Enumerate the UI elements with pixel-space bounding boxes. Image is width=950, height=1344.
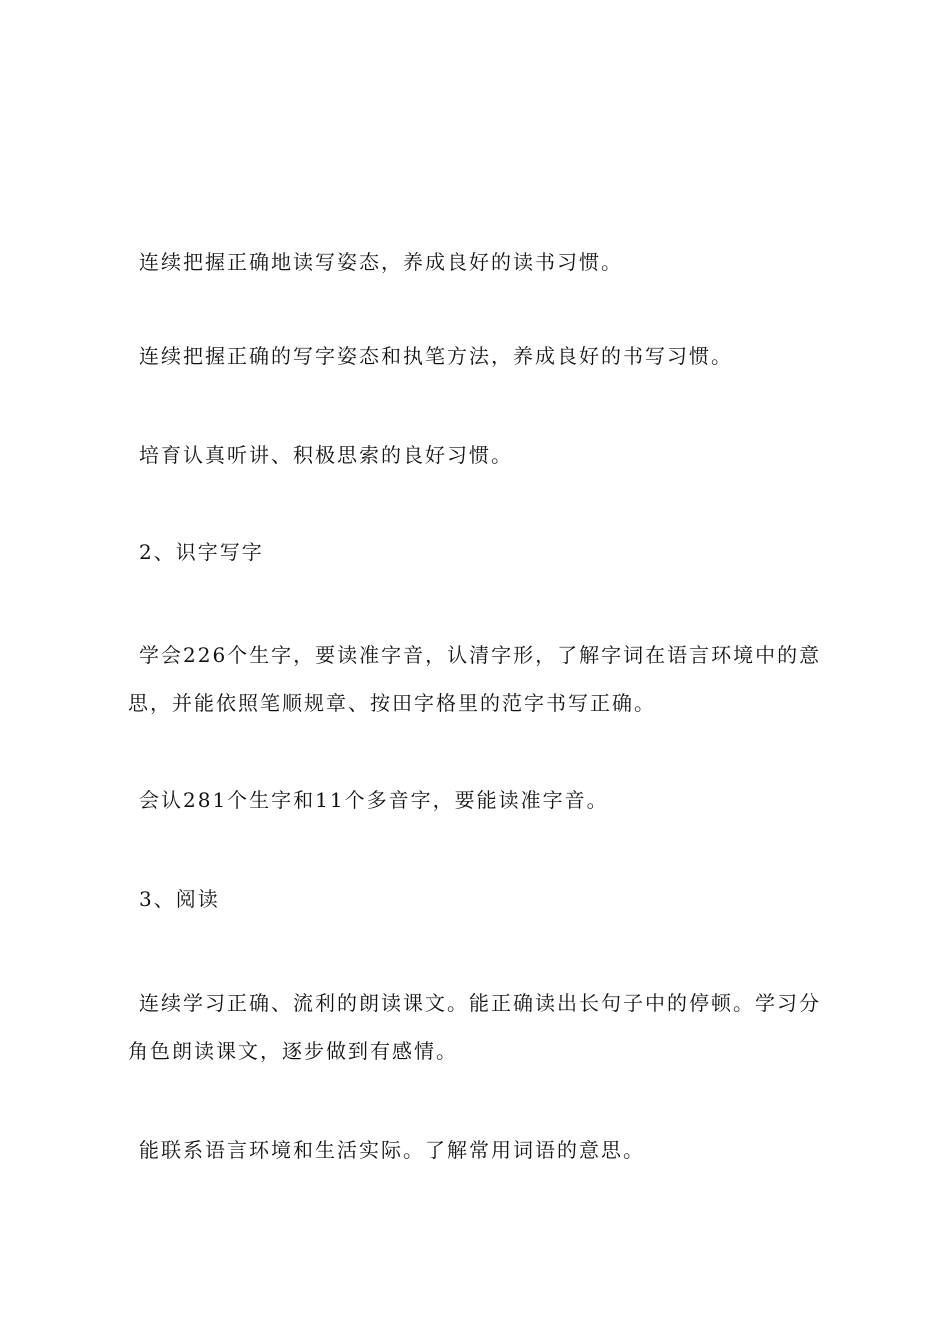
paragraph-reading-posture: 连续把握正确地读写姿态，养成良好的读书习惯。: [139, 250, 623, 274]
paragraph-writing-posture: 连续把握正确的写字姿态和执笔方法，养成良好的书写习惯。: [139, 344, 733, 368]
paragraph-listening-habit: 培育认真听讲、积极思索的良好习惯。: [139, 443, 513, 467]
paragraph-word-meaning: 能联系语言环境和生活实际。了解常用词语的意思。: [139, 1138, 645, 1162]
paragraph-learn-characters: 学会226个生字，要读准字音，认清字形，了解字词在语言环境中的意思，并能依照笔顺规章、按田字格里的范字书写正确。: [128, 643, 822, 715]
section-heading-reading: 3、阅读: [139, 887, 220, 911]
paragraph-recognize-characters: 会认281个生字和11个多音字，要能读准字音。: [139, 788, 609, 812]
paragraph-read-aloud: 连续学习正确、流利的朗读课文。能正确读出长句子中的停顿。学习分角色朗读课文，逐步做到有感情。: [128, 991, 821, 1063]
section-heading-literacy: 2、识字写字: [139, 540, 264, 564]
